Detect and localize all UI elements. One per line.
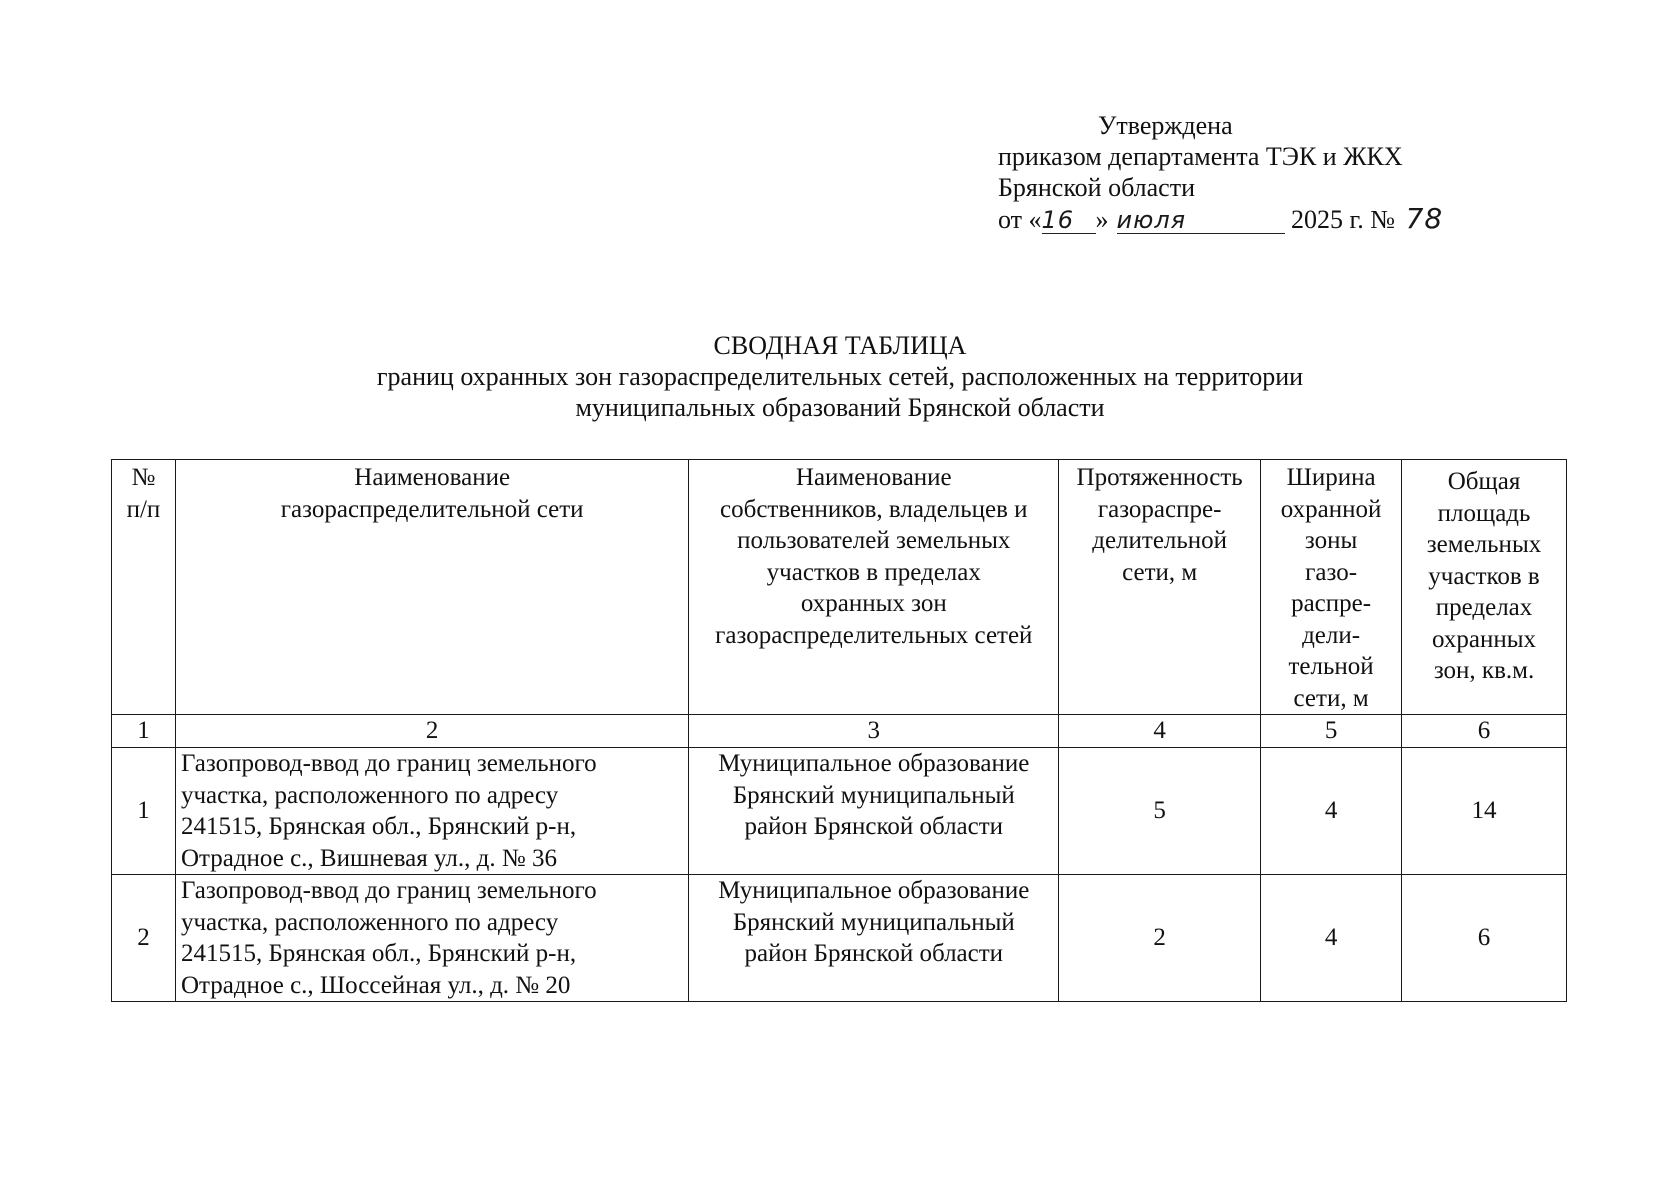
- handwritten-order-number: 78: [1405, 202, 1444, 235]
- row-zone-width: 4: [1261, 748, 1402, 875]
- row-index: 1: [112, 748, 176, 875]
- row-length: 2: [1059, 875, 1261, 1002]
- approval-status: Утверждена: [1098, 111, 1233, 140]
- column-number: 1: [112, 715, 176, 748]
- header-total-area: Общая площадь земельных участков в пределах охранных зон, кв.м.: [1402, 460, 1567, 715]
- month-field: [1117, 207, 1285, 234]
- date-prefix: от «: [998, 205, 1042, 234]
- document-subtitle-line-2: муниципальных образований Брянской области: [575, 393, 1105, 422]
- header-network-name: Наименование газораспределительной сети: [175, 460, 688, 715]
- row-total-area: 6: [1402, 875, 1567, 1002]
- summary-table: [111, 459, 1567, 1002]
- row-zone-width: 4: [1261, 875, 1402, 1002]
- year-number-label: 2025 г. №: [1291, 205, 1396, 234]
- row-network-name: Газопровод-ввод до границ земельного участка, расположенного по адресу 241515, Брянская обл., Брянский р-н, Отрадное с., Вишневая ул., д. № 36: [175, 748, 688, 875]
- document-title: СВОДНАЯ ТАБЛИЦА: [713, 331, 967, 360]
- handwritten-month: июля: [1116, 206, 1187, 234]
- day-field: [1042, 207, 1096, 234]
- header-zone-width: Ширина охранной зоны газо- распре- дели- тельной сети, м: [1261, 460, 1402, 715]
- header-length: Протяженность газораспре- делительной сети, м: [1059, 460, 1261, 715]
- row-owner: Муниципальное образование Брянский муниципальный район Брянской области: [689, 748, 1059, 875]
- table-row: [112, 875, 1567, 1002]
- header-owners: Наименование собственников, владельцев и пользователей земельных участков в пределах охранных зон газораспределительных сетей: [689, 460, 1059, 715]
- table-header-row: [112, 460, 1567, 715]
- column-number: 2: [175, 715, 688, 748]
- approval-region: Брянской области: [998, 173, 1195, 202]
- handwritten-day: 16: [1041, 206, 1075, 234]
- header-index: № п/п: [112, 460, 176, 715]
- column-number: 5: [1261, 715, 1402, 748]
- document-title-block: [0, 330, 1666, 423]
- approval-block: [998, 110, 1443, 235]
- row-total-area: 14: [1402, 748, 1567, 875]
- document-subtitle-line-1: границ охранных зон газораспределительных сетей, расположенных на территории: [376, 362, 1304, 391]
- date-mid: »: [1095, 205, 1109, 234]
- row-index: 2: [112, 875, 176, 1002]
- column-number: 4: [1059, 715, 1261, 748]
- row-owner: Муниципальное образование Брянский муниципальный район Брянской области: [689, 875, 1059, 1002]
- approval-order: приказом департамента ТЭК и ЖКХ: [998, 142, 1403, 171]
- approval-date-line: [998, 203, 1443, 235]
- column-number: 3: [689, 715, 1059, 748]
- row-network-name: Газопровод-ввод до границ земельного участка, расположенного по адресу 241515, Брянская обл., Брянский р-н, Отрадное с., Шоссейная ул., д. № 20: [175, 875, 688, 1002]
- row-length: 5: [1059, 748, 1261, 875]
- column-number: 6: [1402, 715, 1567, 748]
- table-row: [112, 748, 1567, 875]
- column-number-row: [112, 715, 1567, 748]
